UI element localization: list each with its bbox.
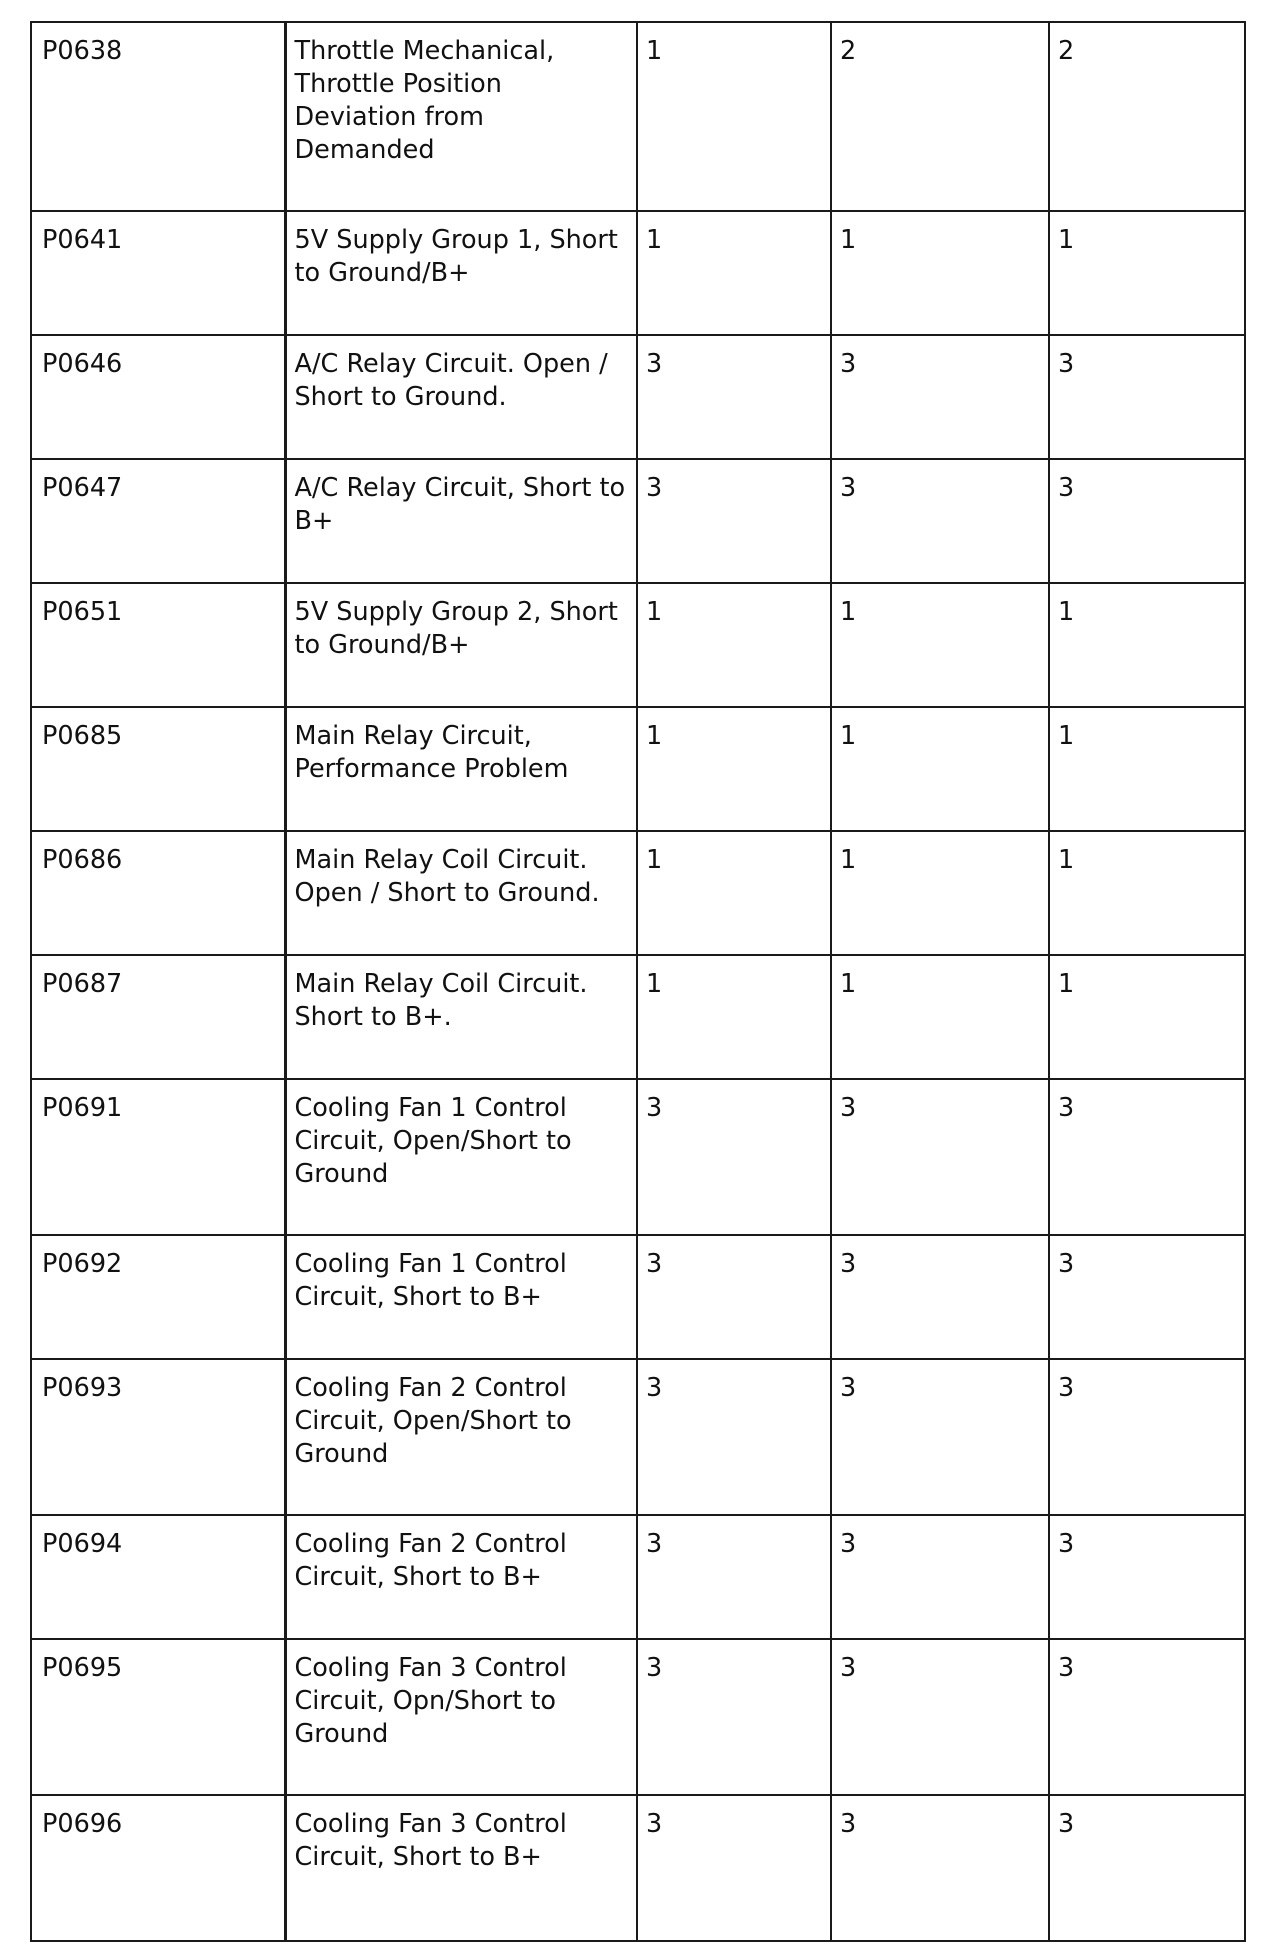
table-row: [31, 1795, 1245, 1941]
dtc-description: Main Relay Circuit, Performance Problem: [285, 707, 637, 831]
value-col-1: 3: [637, 1359, 831, 1515]
value-col-1: 3: [637, 1235, 831, 1359]
dtc-description: Main Relay Coil Circuit. Open / Short to Ground.: [285, 831, 637, 955]
dtc-code: P0685: [31, 707, 285, 831]
dtc-description: A/C Relay Circuit. Open / Short to Ground.: [285, 335, 637, 459]
dtc-code: P0641: [31, 211, 285, 335]
dtc-code: P0651: [31, 583, 285, 707]
value-col-1: 1: [637, 22, 831, 211]
dtc-code: P0692: [31, 1235, 285, 1359]
value-col-2: 3: [831, 1359, 1049, 1515]
dtc-table-body: [31, 22, 1245, 1941]
value-col-2: 3: [831, 1795, 1049, 1941]
dtc-code: P0696: [31, 1795, 285, 1941]
value-col-2: 3: [831, 459, 1049, 583]
dtc-code: P0647: [31, 459, 285, 583]
value-col-2: 1: [831, 211, 1049, 335]
value-col-3: 1: [1049, 707, 1245, 831]
dtc-code: P0687: [31, 955, 285, 1079]
dtc-code: P0686: [31, 831, 285, 955]
table-row: [31, 1639, 1245, 1795]
value-col-2: 1: [831, 955, 1049, 1079]
value-col-3: 3: [1049, 1515, 1245, 1639]
dtc-description: Cooling Fan 3 Control Circuit, Opn/Short to Ground: [285, 1639, 637, 1795]
value-col-1: 3: [637, 1795, 831, 1941]
dtc-description: Cooling Fan 3 Control Circuit, Short to B+: [285, 1795, 637, 1941]
table-row: [31, 211, 1245, 335]
table-row: [31, 831, 1245, 955]
value-col-2: 1: [831, 583, 1049, 707]
table-row: [31, 459, 1245, 583]
dtc-description: Throttle Mechanical, Throttle Position Deviation from Demanded: [285, 22, 637, 211]
value-col-2: 3: [831, 1639, 1049, 1795]
dtc-description: A/C Relay Circuit, Short to B+: [285, 459, 637, 583]
value-col-3: 3: [1049, 1795, 1245, 1941]
value-col-1: 1: [637, 583, 831, 707]
dtc-description: 5V Supply Group 2, Short to Ground/B+: [285, 583, 637, 707]
value-col-2: 3: [831, 1515, 1049, 1639]
table-row: [31, 22, 1245, 211]
value-col-3: 1: [1049, 831, 1245, 955]
value-col-1: 3: [637, 1515, 831, 1639]
value-col-1: 3: [637, 459, 831, 583]
value-col-2: 3: [831, 335, 1049, 459]
value-col-2: 1: [831, 831, 1049, 955]
value-col-3: 3: [1049, 1359, 1245, 1515]
value-col-1: 3: [637, 1079, 831, 1235]
value-col-3: 3: [1049, 1639, 1245, 1795]
value-col-1: 1: [637, 707, 831, 831]
dtc-code: P0646: [31, 335, 285, 459]
value-col-2: 3: [831, 1235, 1049, 1359]
value-col-3: 3: [1049, 335, 1245, 459]
value-col-1: 1: [637, 211, 831, 335]
table-row: [31, 1079, 1245, 1235]
dtc-description: Cooling Fan 1 Control Circuit, Short to B+: [285, 1235, 637, 1359]
value-col-1: 1: [637, 955, 831, 1079]
dtc-description: Cooling Fan 2 Control Circuit, Open/Short to Ground: [285, 1359, 637, 1515]
dtc-description: 5V Supply Group 1, Short to Ground/B+: [285, 211, 637, 335]
value-col-1: 3: [637, 1639, 831, 1795]
value-col-3: 3: [1049, 1079, 1245, 1235]
dtc-table: [30, 21, 1246, 1942]
value-col-2: 3: [831, 1079, 1049, 1235]
value-col-3: 1: [1049, 955, 1245, 1079]
table-row: [31, 583, 1245, 707]
value-col-3: 1: [1049, 211, 1245, 335]
value-col-2: 1: [831, 707, 1049, 831]
dtc-description: Cooling Fan 2 Control Circuit, Short to B+: [285, 1515, 637, 1639]
value-col-1: 1: [637, 831, 831, 955]
value-col-3: 2: [1049, 22, 1245, 211]
table-row: [31, 1359, 1245, 1515]
value-col-2: 2: [831, 22, 1049, 211]
dtc-code: P0695: [31, 1639, 285, 1795]
table-row: [31, 335, 1245, 459]
table-row: [31, 707, 1245, 831]
dtc-description: Cooling Fan 1 Control Circuit, Open/Short to Ground: [285, 1079, 637, 1235]
table-row: [31, 955, 1245, 1079]
value-col-1: 3: [637, 335, 831, 459]
dtc-code: P0691: [31, 1079, 285, 1235]
value-col-3: 1: [1049, 583, 1245, 707]
dtc-code: P0638: [31, 22, 285, 211]
table-row: [31, 1235, 1245, 1359]
dtc-code: P0694: [31, 1515, 285, 1639]
value-col-3: 3: [1049, 459, 1245, 583]
dtc-description: Main Relay Coil Circuit. Short to B+.: [285, 955, 637, 1079]
value-col-3: 3: [1049, 1235, 1245, 1359]
dtc-code: P0693: [31, 1359, 285, 1515]
table-row: [31, 1515, 1245, 1639]
